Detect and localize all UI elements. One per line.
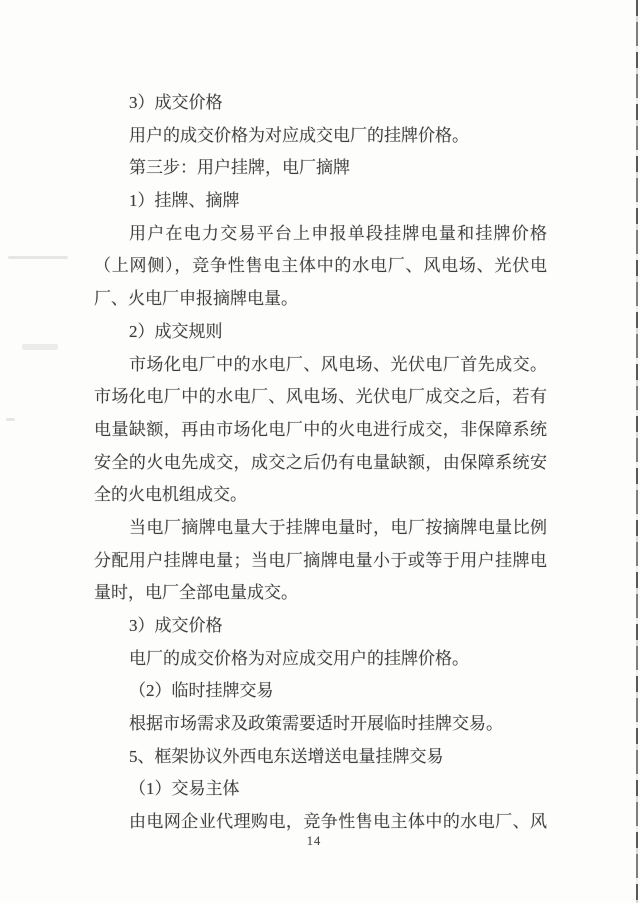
text-line: （1）交易主体 xyxy=(129,779,240,799)
text-line: 全的火电机组成交。 xyxy=(94,485,247,505)
text-line: 5、框架协议外西电东送增送电量挂牌交易 xyxy=(129,746,444,766)
text-line: 用户的成交价格为对应成交电厂的挂牌价格。 xyxy=(129,125,469,145)
text-line: 3）成交价格 xyxy=(129,93,223,112)
scan-smudge xyxy=(22,344,58,350)
text-line: 电量缺额，再由市场化电厂中的火电进行成交，非保障系统 xyxy=(94,419,547,439)
text-line: 当电厂摘牌电量大于挂牌电量时，电厂按摘牌电量比例 xyxy=(129,517,547,537)
text-line: 电厂的成交价格为对应成交用户的挂牌价格。 xyxy=(129,648,469,668)
text-line: 根据市场需求及政策需要适时开展临时挂牌交易。 xyxy=(129,714,503,734)
text-line: 市场化电厂中的水电厂、风电场、光伏电厂首先成交。 xyxy=(129,354,547,374)
page-number: 14 xyxy=(306,834,322,848)
text-line: 量时，电厂全部电量成交。 xyxy=(94,583,298,603)
text-line: 安全的火电先成交，成交之后仍有电量缺额，由保障系统安 xyxy=(94,452,547,472)
text-line: 市场化电厂中的水电厂、风电场、光伏电厂成交之后，若有 xyxy=(94,387,547,407)
text-line: 厂、火电厂申报摘牌电量。 xyxy=(94,289,298,309)
text-line: 用户在电力交易平台上申报单段挂牌电量和挂牌价格 xyxy=(129,223,547,243)
scan-edge-artifact xyxy=(636,0,638,903)
text-line: 2）成交规则 xyxy=(129,321,223,341)
text-line: （上网侧），竞争性售电主体中的水电厂、风电场、光伏电 xyxy=(94,256,547,276)
text-line: 1）挂牌、摘牌 xyxy=(129,191,240,211)
text-line: 第三步：用户挂牌，电厂摘牌 xyxy=(129,158,350,178)
text-line: 3）成交价格 xyxy=(129,616,223,635)
text-line: 分配用户挂牌电量；当电厂摘牌电量小于或等于用户挂牌电 xyxy=(94,550,547,570)
text-line: （2）临时挂牌交易 xyxy=(129,681,274,701)
scan-smudge xyxy=(6,418,15,421)
scan-smudge xyxy=(8,256,68,259)
document-body xyxy=(94,87,547,839)
text-line: 由电网企业代理购电，竞争性售电主体中的水电厂、风 xyxy=(129,812,547,832)
